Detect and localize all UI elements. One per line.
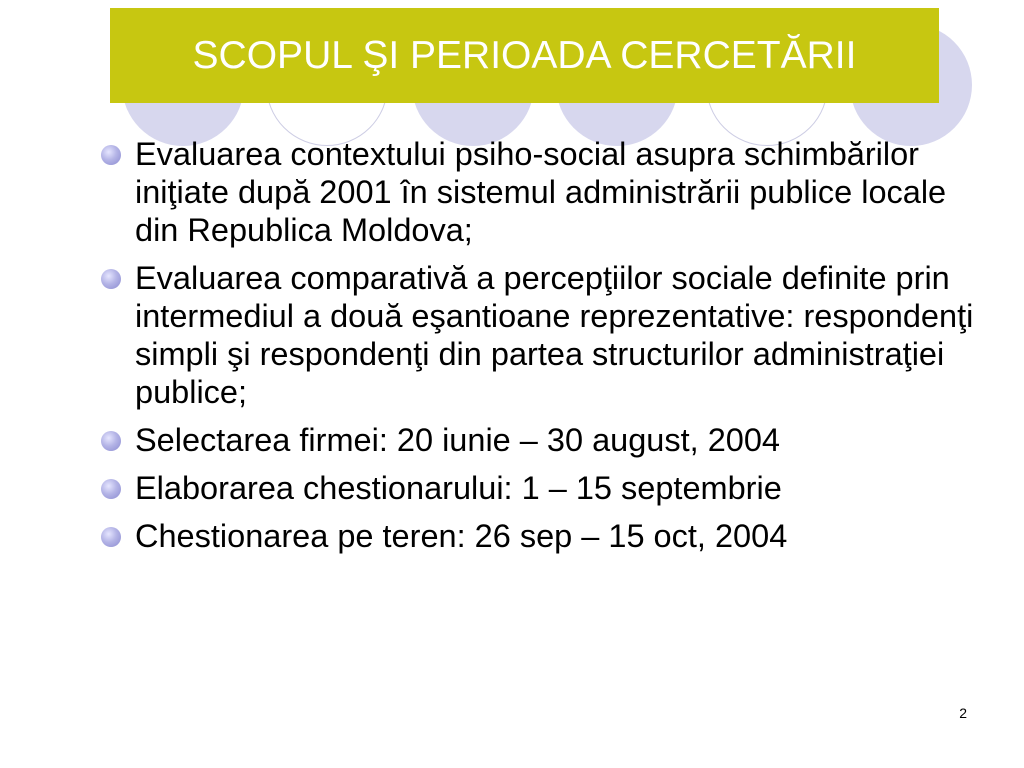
title-bar [110,8,939,103]
bullet-dot-icon [101,479,121,499]
bullet-text-3: Selectarea firmei: 20 iunie – 30 august, 2004 [135,422,781,458]
bullet-dot-icon [101,431,121,451]
bullet-text-2: Evaluarea comparativă a percepţiilor sociale definite prin intermediul a două eşantioane reprezentative: respondenţi simpli şi respondenţi din partea structurilor administraţiei publice; [135,260,974,410]
bullet-text-5: Chestionarea pe teren: 26 sep – 15 oct, 2004 [135,518,788,554]
bullet-dot-icon [101,527,121,547]
slide-number: 2 [959,705,967,721]
bullet-dot-icon [101,145,121,165]
bullet-text-1: Evaluarea contextului psiho-social asupra schimbărilor iniţiate după 2001 în sistemul administrării publice locale din Republica Moldova; [135,136,947,248]
bullet-text-4: Elaborarea chestionarului: 1 – 15 septembrie [135,470,782,506]
bullet-item-4 [100,469,990,507]
bullet-item-2 [100,259,990,411]
bullet-item-3 [100,421,990,459]
slide-title: SCOPUL ŞI PERIOADA CERCETĂRII [192,33,857,77]
bullet-item-5 [100,517,990,555]
bullet-dot-icon [101,269,121,289]
bullet-item-1 [100,135,990,249]
bullet-list [100,135,990,565]
